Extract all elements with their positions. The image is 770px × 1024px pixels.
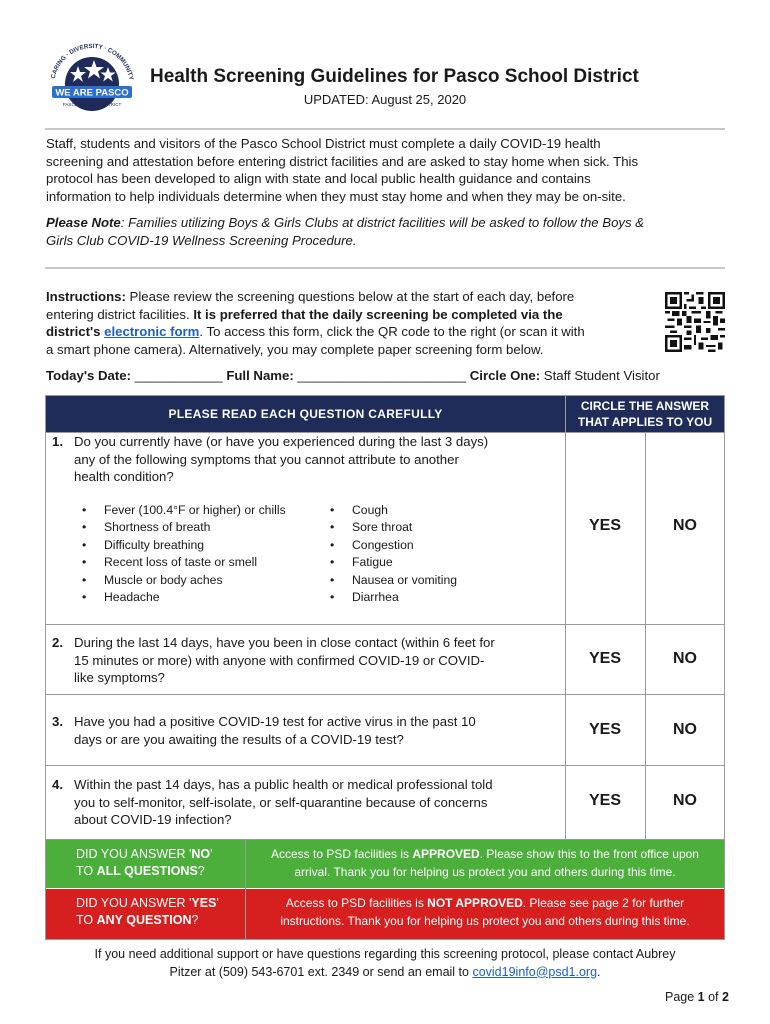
symptom-list — [82, 502, 562, 612]
symptom-column-right — [330, 502, 570, 606]
intro-line: Staff, students and visitors of the Pasco School District must complete a daily COVID-19 health — [46, 136, 601, 151]
intro-line: information to help individuals determine when they must stay home and when they may be on-site. — [46, 188, 626, 204]
qr-code-icon[interactable] — [665, 292, 725, 352]
not-approved-status: NOT APPROVED — [427, 896, 523, 910]
result-text: ' — [216, 896, 219, 910]
column-divider — [645, 432, 646, 839]
logo-bottom-text: PASCO SCHOOL DISTRICT — [62, 102, 122, 107]
date-label: Today's Date: — [46, 368, 131, 383]
updated-date: UPDATED: August 25, 2020 — [303, 92, 467, 107]
question-1 — [52, 433, 562, 486]
question-line: Do you currently have (or have you experienced during the last 3 days) — [74, 434, 489, 449]
note-label: Please Note — [46, 215, 121, 230]
note-text: : Families utilizing Boys & Girls Clubs at district facilities will be asked to follow the Boys & — [120, 215, 645, 230]
electronic-form-link[interactable]: electronic form — [104, 324, 200, 340]
page-number — [665, 990, 729, 1004]
question-number: 1. — [52, 434, 63, 449]
question-line: about COVID-19 infection? — [74, 812, 232, 828]
result-text: ? — [197, 864, 205, 878]
instructions-text: Please review the screening questions below at the start of each day, before — [125, 289, 575, 304]
question-line: 15 minutes or more) with anyone with confirmed COVID-19 or COVID- — [74, 652, 485, 668]
instructions-text: entering district facilities. — [46, 306, 194, 322]
note-text: Girls Club COVID-19 Wellness Screening Procedure. — [46, 232, 357, 248]
symptom-item: • Headache — [82, 589, 322, 606]
q1-yes-option[interactable]: YES — [588, 517, 621, 534]
question-line: During the last 14 days, have you been in close contact (within 6 feet for — [74, 635, 495, 650]
instructions-paragraph — [46, 288, 656, 358]
question-line: Have you had a positive COVID-19 test for active virus in the past 10 — [74, 714, 476, 729]
question-line: any of the following symptoms that you cannot attribute to another — [74, 451, 459, 467]
row-divider — [46, 694, 724, 695]
result-bold: NO — [191, 847, 211, 861]
q2-no-option[interactable]: NO — [673, 650, 697, 667]
header-answer-line: THAT APPLIES TO YOU — [577, 415, 713, 429]
date-blank[interactable]: ____________ — [130, 368, 227, 383]
all-no-label — [46, 840, 245, 888]
q4-no-option[interactable]: NO — [673, 792, 697, 809]
result-text: Access to PSD facilities is — [271, 847, 413, 861]
question-line: Within the past 14 days, has a public health or medical professional told — [74, 777, 493, 792]
logo-banner-text: WE ARE PASCO — [55, 87, 129, 99]
result-bold: ANY QUESTION — [96, 913, 192, 927]
question-line: like symptoms? — [74, 670, 165, 686]
any-yes-label — [46, 889, 245, 939]
result-bold: ALL QUESTIONS — [96, 864, 198, 878]
result-text: instructions. Thank you for helping us protect you and others during this time. — [280, 913, 690, 928]
q3-yes-option[interactable]: YES — [588, 721, 621, 738]
role-options[interactable]: Staff Student Visitor — [540, 368, 660, 383]
question-number: 2. — [52, 635, 63, 650]
q1-no-option[interactable]: NO — [673, 517, 697, 534]
result-text: arrival. Thank you for helping us protect you and others during this time. — [294, 864, 676, 879]
question-3 — [52, 713, 562, 748]
intro-line: screening and attestation before entering district facilities and are asked to stay home when sick. This — [46, 153, 639, 169]
question-4 — [52, 776, 562, 829]
logo-arc-text: CARING · DIVERSITY · COMMUNITY — [49, 42, 135, 81]
instructions-text: . To access this form, click the QR code to the right (or scan it with — [199, 324, 585, 340]
question-number: 3. — [52, 714, 63, 729]
symptom-item: • Difficulty breathing — [82, 537, 322, 554]
question-line: health condition? — [74, 469, 174, 485]
contact-footer — [0, 946, 770, 981]
instructions-text: a smart phone camera). Alternatively, you may complete paper screening form below. — [46, 341, 544, 357]
result-text: . Please see page 2 for further — [522, 896, 685, 910]
symptom-item: • Sore throat — [330, 519, 570, 536]
question-line: days or are you awaiting the results of a COVID-19 test? — [74, 731, 404, 747]
footer-line: . — [597, 964, 601, 979]
email-link[interactable]: covid19info@psd1.org — [472, 964, 598, 979]
table-header-answers — [566, 396, 724, 432]
footer-line: Pitzer at (509) 543-6701 ext. 2349 or send an email to — [169, 964, 473, 979]
page-label: Page — [665, 990, 698, 1004]
result-text: ? — [191, 913, 199, 927]
form-fields-line — [46, 368, 726, 383]
symptom-item: • Diarrhea — [330, 589, 570, 606]
approved-message — [246, 840, 724, 888]
intro-line: protocol has been developed to align with state and local public health guidance and contains — [46, 171, 591, 187]
we-are-pasco-logo — [44, 40, 140, 120]
note-paragraph — [46, 214, 730, 249]
column-divider — [565, 396, 566, 839]
not-approved-message — [246, 889, 724, 939]
symptom-item: • Fatigue — [330, 554, 570, 571]
symptom-item: • Congestion — [330, 537, 570, 554]
instructions-bold: district's — [46, 324, 105, 340]
page-current: 1 — [697, 990, 705, 1004]
q4-yes-option[interactable]: YES — [588, 792, 621, 809]
symptom-item: • Cough — [330, 502, 570, 519]
table-header-questions: PLEASE READ EACH QUESTION CAREFULLY — [46, 396, 565, 432]
result-text: DID YOU ANSWER ' — [76, 847, 192, 861]
symptom-item: • Fever (100.4°F or higher) or chills — [82, 502, 322, 519]
page-total: 2 — [722, 990, 729, 1004]
symptom-item: • Nausea or vomiting — [330, 572, 570, 589]
name-blank[interactable]: _______________________ — [293, 368, 470, 383]
page-title: Health Screening Guidelines for Pasco School District — [150, 66, 639, 87]
symptom-item: • Muscle or body aches — [82, 572, 322, 589]
intro-paragraph — [46, 135, 730, 205]
result-text: TO — [76, 864, 97, 878]
page-of: of — [704, 990, 722, 1004]
symptom-item: • Shortness of breath — [82, 519, 322, 536]
row-divider — [46, 624, 724, 625]
instructions-label: Instructions: — [46, 289, 126, 304]
header-answer-line: CIRCLE THE ANSWER — [580, 399, 710, 413]
symptom-column-left — [82, 502, 322, 606]
instructions-bold: It is preferred that the daily screening be completed via the — [193, 306, 563, 322]
question-number: 4. — [52, 777, 63, 792]
footer-line: If you need additional support or have questions regarding this screening protocol, please contact Aubrey — [94, 947, 676, 961]
question-line: you to self-monitor, self-isolate, or self-quarantine because of concerns — [74, 794, 488, 810]
q2-yes-option[interactable]: YES — [588, 650, 621, 667]
row-divider — [46, 765, 724, 766]
result-text: Access to PSD facilities is — [285, 896, 428, 910]
circle-one-label: Circle One: — [469, 368, 541, 383]
name-label: Full Name: — [226, 368, 294, 383]
divider — [45, 128, 725, 130]
result-text: ' — [210, 847, 213, 861]
result-text: TO — [76, 913, 97, 927]
symptom-item: • Recent loss of taste or smell — [82, 554, 322, 571]
result-text: DID YOU ANSWER ' — [76, 896, 192, 910]
q3-no-option[interactable]: NO — [673, 721, 697, 738]
question-2 — [52, 634, 562, 687]
result-text: . Please show this to the front office upon — [479, 847, 699, 861]
result-bold: YES — [191, 896, 217, 910]
divider — [45, 267, 725, 269]
approved-status: APPROVED — [412, 847, 480, 861]
